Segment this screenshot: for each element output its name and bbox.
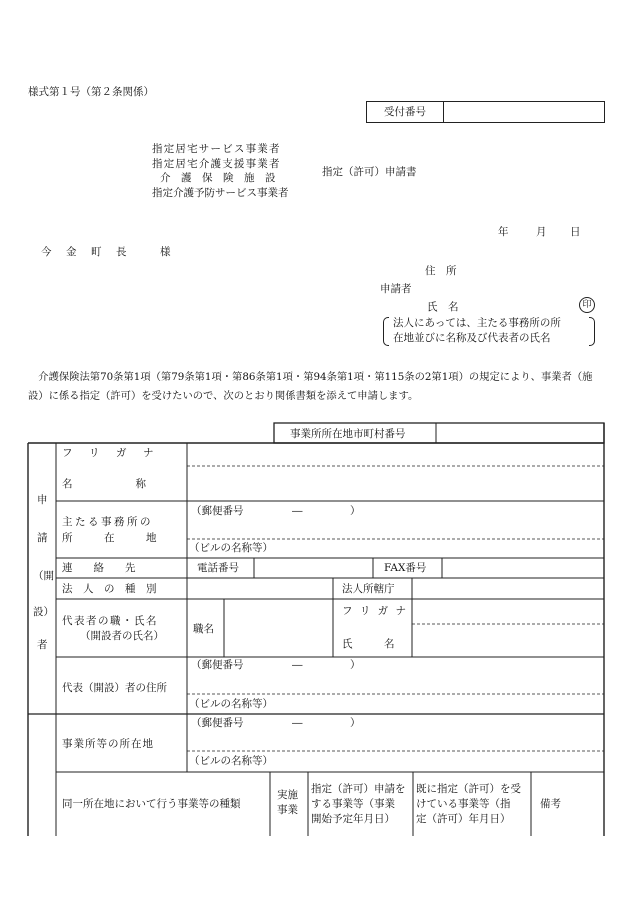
name-furigana-field[interactable] <box>188 444 603 465</box>
office-location-label: 事業所等の所在地 <box>62 738 154 750</box>
postal-close-3: ） <box>350 717 361 729</box>
side-label-1: 申 <box>37 494 48 506</box>
rep-furigana-label: フ リ ガ ナ <box>342 605 409 617</box>
existing-label-2: けている事業等（指 <box>416 798 511 810</box>
implement-label-1: 実施 <box>277 789 298 801</box>
date-month: 月 <box>536 226 547 238</box>
building-label-1: （ビルの名称等） <box>189 542 273 554</box>
remarks-label: 備考 <box>540 798 561 810</box>
municipality-number-label: 事業所所在地市町村番号 <box>290 428 406 440</box>
applicant-name-label: 氏 名 <box>427 301 459 313</box>
title-line-3: 介 護 保 険 施 設 <box>160 172 276 184</box>
phone-field[interactable] <box>255 559 372 577</box>
addressee-name: 今 金 町 長 <box>41 246 129 258</box>
postal-label-2: （郵便番号 <box>191 659 244 671</box>
phone-label: 電話番号 <box>197 562 239 574</box>
fax-label: FAX番号 <box>384 562 427 574</box>
applicant-address-label: 住 所 <box>425 265 457 277</box>
postal-dash-1: ― <box>292 505 303 517</box>
furigana-label: フ リ ガ ナ <box>62 447 157 459</box>
apply-label-2: する事業等（事業 <box>311 798 395 810</box>
side-label-2: 請 <box>37 532 48 544</box>
main-office-label-2: 所 在 地 <box>62 532 157 544</box>
corp-office-label: 法人所轄庁 <box>342 583 395 595</box>
form-number: 様式第１号（第２条関係） <box>28 86 154 98</box>
apply-label-1: 指定（許可）申請を <box>311 783 406 795</box>
contact-label: 連 絡 先 <box>62 562 136 574</box>
postal-dash-2: ― <box>292 659 303 671</box>
rep-label-1: 代表者の職・氏名 <box>62 615 158 627</box>
title-line-2: 指定居宅介護支援事業者 <box>152 157 281 170</box>
date-year: 年 <box>498 226 509 238</box>
rep-address-label: 代表（開設）者の住所 <box>62 682 167 694</box>
side-label-5: 者 <box>37 639 48 651</box>
building-label-2: （ビルの名称等） <box>189 698 273 710</box>
receipt-label: 受付番号 <box>367 102 444 122</box>
note-line-1: 法人にあっては、主たる事務所の所 <box>393 317 561 329</box>
postal-label-3: （郵便番号 <box>191 717 244 729</box>
application-statement: 介護保険法第70条第1項（第79条第1項・第86条第1項・第94条第1項・第115条の2第1項）の規定により、事業者（施設）に係る指定（許可）を受けたいので、次のとおり関係書類を添えて申請します。 <box>28 371 593 402</box>
postal-close-1: ） <box>350 505 361 517</box>
rep-name-label: 氏 名 <box>342 638 395 650</box>
postal-label-1: （郵便番号 <box>191 505 244 517</box>
title-line-4: 指定介護予防サービス事業者 <box>152 186 289 199</box>
side-label-4: 設） <box>33 606 54 618</box>
title-line-1: 指定居宅サービス事業者 <box>152 143 281 155</box>
applicant-role-label: 申請者 <box>380 283 412 295</box>
implement-label-2: 事業 <box>277 804 298 816</box>
note-line-2: 在地並びに名称及び代表者の氏名 <box>393 332 551 344</box>
building-label-3: （ビルの名称等） <box>189 755 273 767</box>
document-title: 指定（許可）申請書 <box>322 166 417 178</box>
same-location-label: 同一所在地において行う事業等の種類 <box>62 798 241 810</box>
name-label: 名 称 <box>62 478 146 490</box>
addressee-honorific: 様 <box>160 246 171 258</box>
existing-label-1: 既に指定（許可）を受 <box>416 783 521 795</box>
postal-close-2: ） <box>350 659 361 671</box>
title-label: 職名 <box>193 623 214 635</box>
rep-label-2: （開設者の氏名） <box>80 630 164 642</box>
side-label-3: （開 <box>33 570 54 582</box>
corp-type-label: 法 人 の 種 別 <box>62 583 157 595</box>
seal-mark: 印 <box>579 297 595 313</box>
main-office-label-1: 主たる事務所の <box>62 516 153 528</box>
date-day: 日 <box>570 226 581 238</box>
apply-label-3: 開始予定年月日） <box>311 813 395 825</box>
existing-label-3: 定（許可）年月日） <box>416 813 511 825</box>
postal-dash-3: ― <box>292 717 303 729</box>
fax-field[interactable] <box>443 559 603 577</box>
name-field[interactable] <box>188 467 603 500</box>
